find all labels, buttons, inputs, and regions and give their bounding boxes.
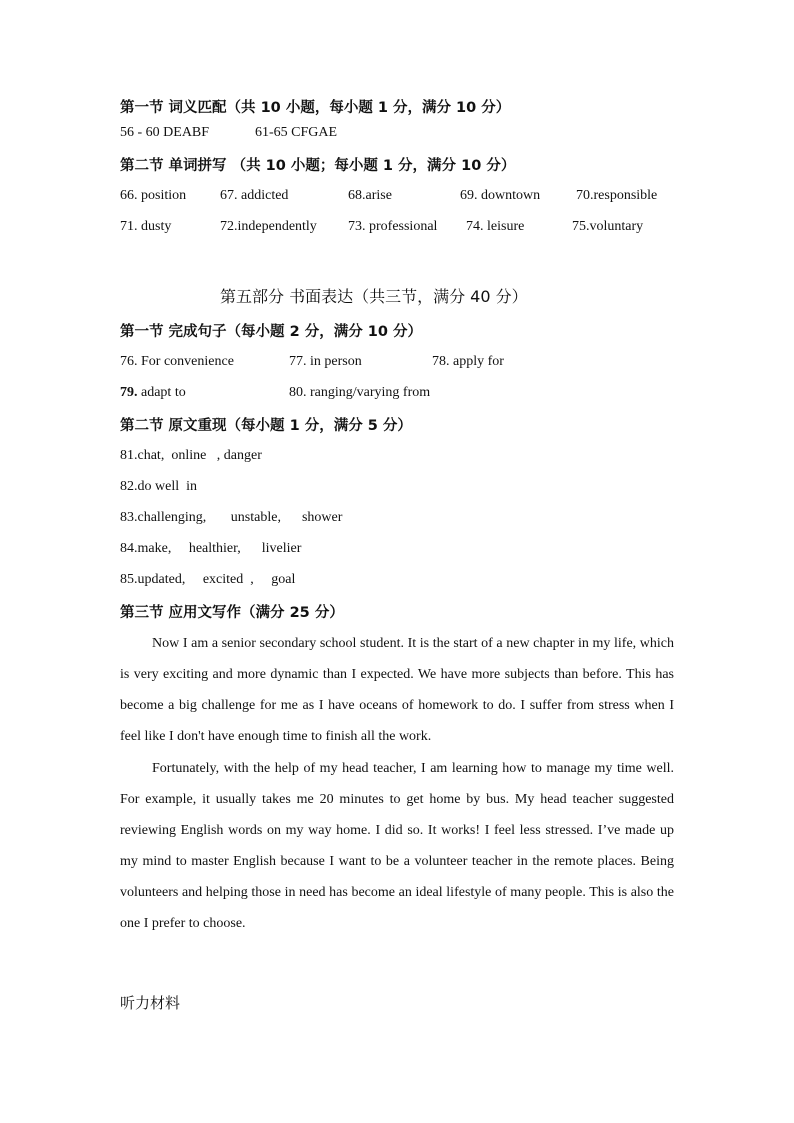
essay-paragraph-2 xyxy=(120,753,674,939)
answer-66: 66. position xyxy=(120,188,187,203)
answer-73: 73. professional xyxy=(348,219,438,234)
section1-answers-56-60: 56 - 60 DEABF xyxy=(120,125,210,140)
section1-title: 第一节 词义匹配（共 10 小题，每小题 1 分，满分 10 分） xyxy=(120,100,511,116)
listening-material-label: 听力材料 xyxy=(120,994,181,1012)
answer-84: 84.make, healthier, livelier xyxy=(120,541,302,556)
p5s2-title: 第二节 原文重现（每小题 1 分，满分 5 分） xyxy=(120,418,412,434)
answer-81: 81.chat, online , danger xyxy=(120,448,262,463)
section1-answers-61-65: 61-65 CFGAE xyxy=(255,125,338,140)
answer-78: 78. apply for xyxy=(432,354,504,369)
essay-paragraph-1-text: Now I am a senior secondary school student. It is the start of a new chapter in my life, which is very exciting and more dynamic than I expected. We have more subjects than before. This has become a big challenge for me as I have oceans of homework to do. I suffer from stress when I feel like I don't have enough time to finish all the work. xyxy=(120,636,674,744)
p5s1-title: 第一节 完成句子（每小题 2 分，满分 10 分） xyxy=(120,324,423,340)
essay-paragraph-1 xyxy=(120,628,674,752)
section2-title: 第二节 单词拼写 （共 10 小题；每小题 1 分，满分 10 分） xyxy=(120,158,516,174)
answer-77: 77. in person xyxy=(289,354,362,369)
answer-72: 72.independently xyxy=(220,219,317,234)
answer-80: 80. ranging/varying from xyxy=(289,385,431,400)
answer-69: 69. downtown xyxy=(460,188,541,203)
essay-paragraph-2-text: Fortunately, with the help of my head teacher, I am learning how to manage my time well. For example, it usually takes me 20 minutes to get home by bus. My head teacher suggested reviewing English words on my way home. I did so. It works! I feel less stressed. I’ve made up my mind to master English because I want to be a volunteer teacher in the remote places. Being volunteers and helping those in need has become an ideal lifestyle of many people. This is also the one I prefer to choose. xyxy=(120,761,674,931)
part5-title: 第五部分 书面表达（共三节，满分 40 分） xyxy=(220,287,528,306)
answer-79 xyxy=(120,385,186,401)
answer-74: 74. leisure xyxy=(466,219,525,234)
answer-85: 85.updated, excited , goal xyxy=(120,572,296,587)
answer-75: 75.voluntary xyxy=(572,219,644,234)
answer-82: 82.do well in xyxy=(120,479,197,494)
p5s3-title: 第三节 应用文写作（满分 25 分） xyxy=(120,605,344,621)
answer-83: 83.challenging, unstable, shower xyxy=(120,510,343,525)
answer-76: 76. For convenience xyxy=(120,354,234,369)
answer-67: 67. addicted xyxy=(220,188,289,203)
answer-71: 71. dusty xyxy=(120,219,172,234)
answer-70: 70.responsible xyxy=(576,188,658,203)
answer-79-text: adapt to xyxy=(137,385,186,400)
answer-79-number: 79. xyxy=(120,385,138,400)
answer-68: 68.arise xyxy=(348,188,392,203)
